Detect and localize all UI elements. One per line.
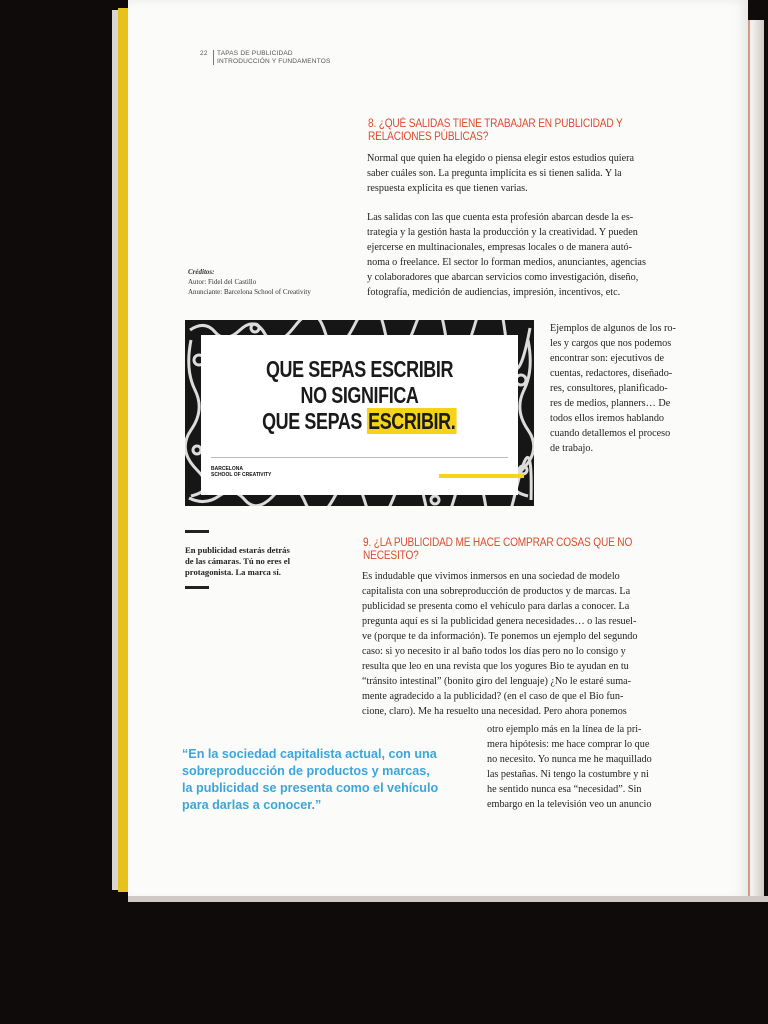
text-line: saber cuáles son. La pregunta implícita es si tienen salida. Y la bbox=[367, 168, 622, 179]
image-credits bbox=[188, 267, 311, 297]
text-line: res, consultores, planificado- bbox=[550, 383, 668, 394]
running-head-title: TAPAS DE PUBLICIDAD bbox=[217, 50, 293, 57]
text-line: encontrar son: ejecutivos de bbox=[550, 353, 665, 364]
text-line: pregunta aquí es si la publicidad genera necesidades… o las resuel- bbox=[362, 616, 637, 627]
section-9-paragraph bbox=[362, 569, 699, 719]
text-line: capitalista con una sobreproducción de productos y de marcas. La bbox=[362, 586, 631, 597]
caption-bottom-rule bbox=[185, 586, 209, 589]
text-line: “tránsito intestinal” (bonito giro del lenguaje) ¿No le estaré suma- bbox=[362, 676, 632, 687]
text-line: trategia y la gestión hasta la producción y la creatividad. Y pueden bbox=[367, 227, 638, 238]
section-9-heading bbox=[363, 537, 697, 562]
image-caption bbox=[185, 545, 327, 578]
ad-headline-line-2: NO SIGNIFICA bbox=[300, 382, 419, 408]
text-line: ve (porque te da información). Te ponemos un ejemplo del segundo bbox=[362, 631, 638, 642]
caption-line: de las cámaras. Tú no eres el bbox=[185, 556, 290, 566]
text-line: embargo en la televisión veo un anuncio bbox=[487, 799, 652, 810]
ad-logo bbox=[211, 466, 271, 478]
section-9-heading-line: 9. ¿LA PUBLICIDAD ME HACE COMPRAR COSAS QUE NO bbox=[363, 537, 633, 549]
text-line: Las salidas con las que cuenta esta profesión abarcan desde la es- bbox=[367, 212, 634, 223]
section-9-heading-line: NECESITO? bbox=[363, 549, 419, 562]
section-8-paragraph-2 bbox=[367, 210, 703, 300]
text-line: otro ejemplo más en la línea de la pri- bbox=[487, 724, 642, 735]
text-line: Normal que quien ha elegido o piensa elegir estos estudios quiera bbox=[367, 153, 635, 164]
pull-quote bbox=[182, 746, 472, 814]
text-line: publicidad se presenta como el vehículo para darlas a conocer. La bbox=[362, 601, 630, 612]
section-9-paragraph-continued bbox=[487, 722, 699, 812]
ad-headline-line-1: QUE SEPAS ESCRIBIR bbox=[265, 356, 454, 382]
text-line: mera hipótesis: me hace comprar lo que bbox=[487, 739, 650, 750]
section-8-side-paragraph bbox=[550, 321, 702, 456]
pull-quote-line: “En la sociedad capitalista actual, con una bbox=[182, 747, 437, 761]
page-bottom-edge bbox=[128, 896, 768, 902]
book-fore-edge-line bbox=[748, 20, 750, 900]
ad-headline-prefix: QUE SEPAS bbox=[262, 408, 367, 434]
ad-divider bbox=[211, 457, 508, 458]
running-head-subtitle: INTRODUCCIÓN Y FUNDAMENTOS bbox=[217, 58, 331, 65]
caption-line: protagonista. La marca sí. bbox=[185, 567, 281, 577]
text-line: noma o freelance. El sector lo forman medios, anunciantes, agencias bbox=[367, 257, 646, 268]
credits-title: Créditos: bbox=[188, 268, 215, 276]
text-line: de trabajo. bbox=[550, 443, 593, 454]
ad-logo-line-1: BARCELONA bbox=[211, 466, 243, 472]
text-line: las pestañas. Ni tengo la costumbre y ni bbox=[487, 769, 649, 780]
running-head-divider bbox=[213, 50, 214, 65]
text-line: todos ellos iremos hablando bbox=[550, 413, 665, 424]
ad-text-panel bbox=[201, 335, 518, 495]
page-number: 22 bbox=[200, 50, 208, 57]
text-line: res de medios, planners… De bbox=[550, 398, 671, 409]
pull-quote-line: sobreproducción de productos y marcas, bbox=[182, 764, 430, 778]
running-head bbox=[200, 50, 331, 66]
credits-advertiser: Anunciante: Barcelona School of Creativity bbox=[188, 288, 311, 296]
text-line: cione, claro). Me ha resuelto una necesidad. Pero ahora ponemos bbox=[362, 706, 627, 717]
section-8-paragraph-1 bbox=[367, 151, 703, 196]
caption-top-rule bbox=[185, 530, 209, 533]
ad-headline-highlight: ESCRIBIR. bbox=[368, 408, 456, 434]
text-line: fotografía, medición de audiencias, impresión, incentivos, etc. bbox=[367, 287, 621, 298]
credits-author: Autor: Fidel del Castillo bbox=[188, 278, 257, 286]
text-line: cuentas, redactores, diseñado- bbox=[550, 368, 673, 379]
pull-quote-line: para darlas a conocer.” bbox=[182, 798, 322, 812]
text-line: les y cargos que nos podemos bbox=[550, 338, 672, 349]
pull-quote-line: la publicidad se presenta como el vehículo bbox=[182, 781, 439, 795]
text-line: no necesito. Yo nunca me he maquillado bbox=[487, 754, 652, 765]
text-line: respuesta explícita es que tienen varias. bbox=[367, 183, 528, 194]
ad-headline-line-3 bbox=[236, 409, 483, 433]
text-line: caso: si yo necesito ir al baño todos los días pero no lo consigo y bbox=[362, 646, 626, 657]
text-line: resulta que leo en una revista que los yogures Bio te ayudan en tu bbox=[362, 661, 629, 672]
ad-logo-line-2: SCHOOL OF CREATIVITY bbox=[211, 472, 272, 478]
ad-website-bar bbox=[439, 474, 524, 478]
text-line: y colaboradores que abarcan servicios como investigación, diseño, bbox=[367, 272, 639, 283]
text-line: Ejemplos de algunos de los ro- bbox=[550, 323, 676, 334]
text-line: cuando detallemos el proceso bbox=[550, 428, 671, 439]
section-8-heading-line: 8. ¿QUÉ SALIDAS TIENE TRABAJAR EN PUBLICIDAD Y bbox=[368, 118, 623, 130]
text-line: mente agradecido a la publicidad? (en el caso de que el Bio fun- bbox=[362, 691, 624, 702]
caption-line: En publicidad estarás detrás bbox=[185, 545, 290, 555]
section-8-heading bbox=[368, 118, 702, 143]
text-line: he sentido nunca esa “necesidad”. Sin bbox=[487, 784, 642, 795]
section-8-heading-line: RELACIONES PÚBLICAS? bbox=[368, 130, 489, 143]
text-line: Es indudable que vivimos inmersos en una sociedad de modelo bbox=[362, 571, 620, 582]
advertisement-image bbox=[185, 320, 534, 506]
text-line: ejercerse en multinacionales, empresas locales o de manera autó- bbox=[367, 242, 633, 253]
